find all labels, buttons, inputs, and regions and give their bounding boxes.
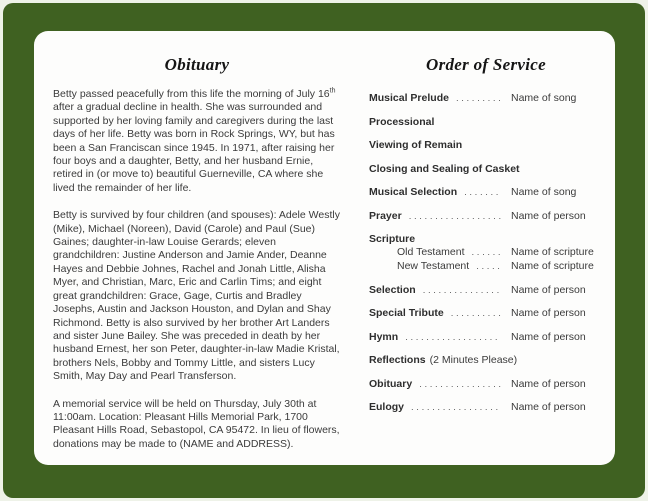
service-item-viewing-of-remain — [369, 139, 603, 152]
obituary-section — [53, 55, 341, 465]
service-item-label: New Testament — [397, 259, 470, 272]
service-item-value: Name of person — [511, 307, 586, 319]
service-item-selection — [369, 284, 603, 297]
service-item-label: Processional — [369, 115, 435, 128]
service-item-label: Closing and Sealing of Casket — [369, 162, 520, 175]
dotted-leader — [451, 307, 501, 320]
dotted-leader — [476, 261, 501, 274]
service-item-special-tribute — [369, 307, 603, 320]
service-item-label: Selection — [369, 283, 416, 296]
ordinal-superscript: th — [329, 87, 336, 95]
dotted-leader — [464, 186, 501, 199]
dotted-leader — [411, 401, 501, 414]
obituary-paragraph-3: A memorial service will be held on Thursday, July 30th at 11:00am. Location: Pleasant Hills Memorial Park, 1700 Pleasant Hills Road, Sebastopol, CA 95472. In lieu of flowers, donations may be made to (NAME and ADDRESS). — [53, 397, 340, 450]
service-item-value: Name of scripture — [511, 259, 594, 272]
service-item-reflections — [369, 354, 603, 367]
service-item-musical-selection — [369, 186, 603, 199]
dotted-leader — [423, 284, 501, 297]
obituary-title: Obituary — [164, 55, 230, 74]
obituary-paragraph-2: Betty is survived by four children (and spouses): Adele Westly (Mike), Michael (Noreen), David (Carole) and Paul (Sue) Gaines; daughter-in-law Louise Gerards; eleven grandchildren: Justine Anderson and Jamie Ander, Deanne Hayes and Debbie Johnes, Rachel and Jonah Little, Alisha Myer, and Christian, Marc, Eric and Carlin Tims; and eight great grandchildren: Grace, Gage, Curtis and Bradley Josephs, Austin and Jackson Houston, and Dylan and Shay Richmond. Betty is also survived by her brother Art Landers and sister June Bailey. She was preceded in death by her husband Ernest, her son Peter, daughter-in-law Madie Kristal, brothers Nels, Bobby and Tommy Little, and sisters Lucy Smith, May Day and Pearl Transferson. — [53, 209, 340, 383]
service-item-label: Viewing of Remain — [369, 139, 463, 151]
service-item-label: Special Tribute — [369, 307, 444, 319]
service-item-new-testament — [369, 260, 603, 274]
service-item-scripture-group — [369, 233, 603, 273]
service-item-value: Name of person — [511, 377, 586, 390]
service-item-value: Name of song — [511, 92, 577, 104]
obituary-paragraph-1-text: Betty passed peacefully from this life the morning of July 16 — [53, 88, 330, 100]
order-of-service-section — [369, 55, 603, 465]
service-item-old-testament — [369, 246, 603, 260]
service-item-scripture — [369, 233, 603, 246]
service-item-prayer — [369, 210, 603, 223]
service-item-hymn — [369, 331, 603, 344]
service-item-obituary — [369, 378, 603, 391]
service-item-note: (2 Minutes Please) — [429, 354, 518, 366]
service-item-label: Old Testament — [397, 246, 465, 258]
dotted-leader — [472, 247, 501, 260]
obituary-paragraph-1-continued: after a gradual decline in health. She was surrounded and supported by her loving family and caregivers during the last days of her life. Betty was born in Rock Springs, WY, but has been a San Franciscan since 1945. In 1971, after raising her four boys and a daughter, Betty, and her husband Ernie, retired in (or move to) beautiful Guerneville, CA where she lived the remainder of her life. — [53, 101, 335, 194]
service-item-label: Eulogy — [369, 401, 405, 413]
service-item-value: Name of person — [511, 209, 586, 222]
service-item-eulogy — [369, 401, 603, 414]
page-border — [3, 3, 645, 498]
service-item-label: Musical Selection — [369, 186, 458, 198]
dotted-leader — [409, 210, 501, 223]
service-item-closing-and-sealing — [369, 163, 603, 176]
service-item-value: Name of person — [511, 401, 586, 413]
service-item-label: Scripture — [369, 233, 416, 245]
order-of-service-title: Order of Service — [426, 55, 546, 74]
service-item-musical-prelude — [369, 92, 603, 105]
service-item-processional — [369, 116, 603, 129]
service-item-value: Name of song — [511, 186, 577, 198]
service-item-value: Name of person — [511, 330, 586, 343]
dotted-leader — [405, 331, 501, 344]
obituary-paragraph-1 — [53, 88, 341, 195]
service-item-value: Name of person — [511, 283, 586, 296]
page-content — [34, 31, 615, 465]
service-item-value: Name of scripture — [511, 246, 594, 258]
service-item-label: Obituary — [369, 377, 413, 390]
service-item-label: Musical Prelude — [369, 92, 449, 104]
service-item-label: Hymn — [369, 330, 399, 343]
dotted-leader — [419, 378, 501, 391]
service-item-label: Reflections — [369, 354, 426, 366]
service-item-label: Prayer — [369, 209, 402, 222]
dotted-leader — [456, 92, 501, 105]
